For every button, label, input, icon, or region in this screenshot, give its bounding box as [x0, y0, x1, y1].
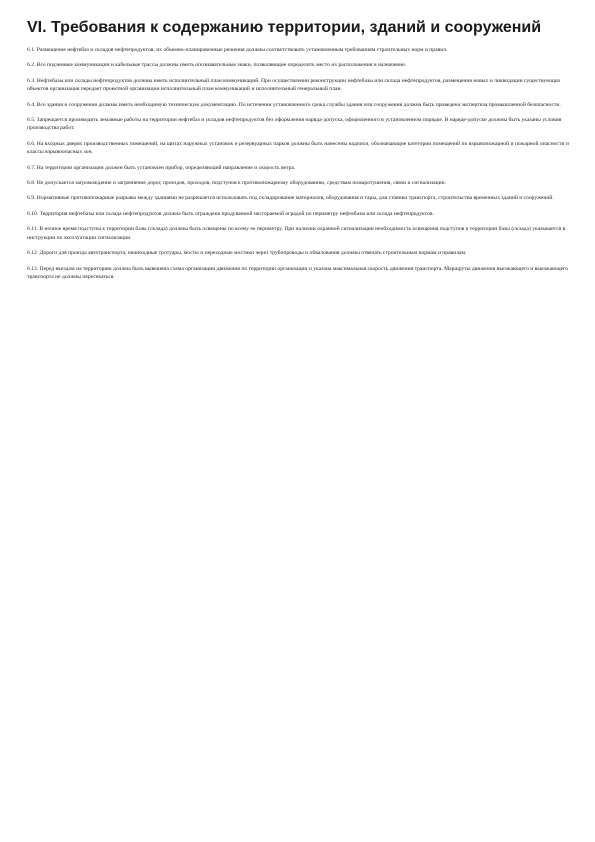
paragraph-6-9: 6.9. Нормативные противопожарные разрывы между зданиями не разрешается использовать под складирование материалов, оборудования и тары, для стоянки транспорта, строительства временных зданий и сооружений. — [27, 195, 554, 202]
paragraph-6-2: 6.2. Все подземные коммуникации и кабельные трассы должны иметь опознавательные знаки, позволяющие определить место их расположения и назначение. — [27, 62, 407, 69]
paragraph-6-8: 6.8. Не допускается загромождение и загрязнение дорог, проездов, проходов, подступов к противопожарному оборудованию, средствам пожаротушения, связи и сигнализации. — [27, 180, 447, 187]
paragraph-6-12: 6.12. Дороги для проезда автотранспорта, пешеходные тротуары, мосты и переходные мостики через трубопроводы и обвалования должны отвечать строительным нормам и правилам. — [27, 250, 467, 257]
paragraph-6-5: 6.5. Запрещается производить земляные работы на территории нефтебаз и складов нефтепродуктов без оформления наряда-допуска, оформленного в установленном порядке. В наряде-допуске должны быть указаны условия производства работ. — [27, 117, 562, 132]
paragraph-6-1: 6.1. Размещение нефтебаз и складов нефтепродуктов, их объемно-планировочные решения должны соответствовать установленным требованиям строительных норм и правил. — [27, 47, 448, 53]
paragraph-6-4: 6.4. Все здания и сооружения должны иметь необходимую техническую документацию. По истечении установленного срока службы здания или сооружения должна быть проведена экспертиза промышленной безопасности. — [27, 101, 561, 108]
paragraph-6-7: 6.7. На территории организации должен быть установлен прибор, определяющий направление и скорость ветра. — [27, 164, 296, 171]
section-title: VI. Требования к содержанию территории, зданий и сооружений — [27, 19, 542, 36]
paragraph-6-13: 6.13. Перед въездом на территорию должна быть вывешена схема организации движения по территории организации и указана максимальная скорость движения транспорта. Маршруты движения въезжающего и выезжающего транспорта не должны пересекаться. — [27, 265, 569, 280]
paragraph-6-10: 6.10. Территория нефтебазы или склада нефтепродуктов должна быть ограждена продуваемой несгораемой оградой по периметру нефтебазы или склада нефтепродуктов. — [27, 210, 434, 217]
paragraph-6-3: 6.3. Нефтебазы или склады нефтепродуктов должны иметь исполнительный план коммуникаций. При осуществлении реконструкции нефтебазы или склада нефтепродуктов, размещения новых и ликвидации существующих объектов организация передает проектной организации исполнительный план коммуникаций и исполнительный генеральный план. — [27, 77, 561, 93]
document-body — [27, 18, 572, 288]
paragraph-6-6: 6.6. На входных дверях производственных помещений, на щитах наружных установок и резервуарных парков должны быть нанесены надписи, обозначающие категории помещений по взрывопожарной и пожарной опасности и классы взрывоопасных зон. — [27, 140, 569, 156]
paragraph-6-11: 6.11. В ночное время подступы к территории базы (склада) должны быть освещены по всему ее периметру. При наличии охранной сигнализации необходимость освещения подступов к территории базы (склада) указывается в инструкции по эксплуатации сигнализации. — [27, 226, 566, 241]
